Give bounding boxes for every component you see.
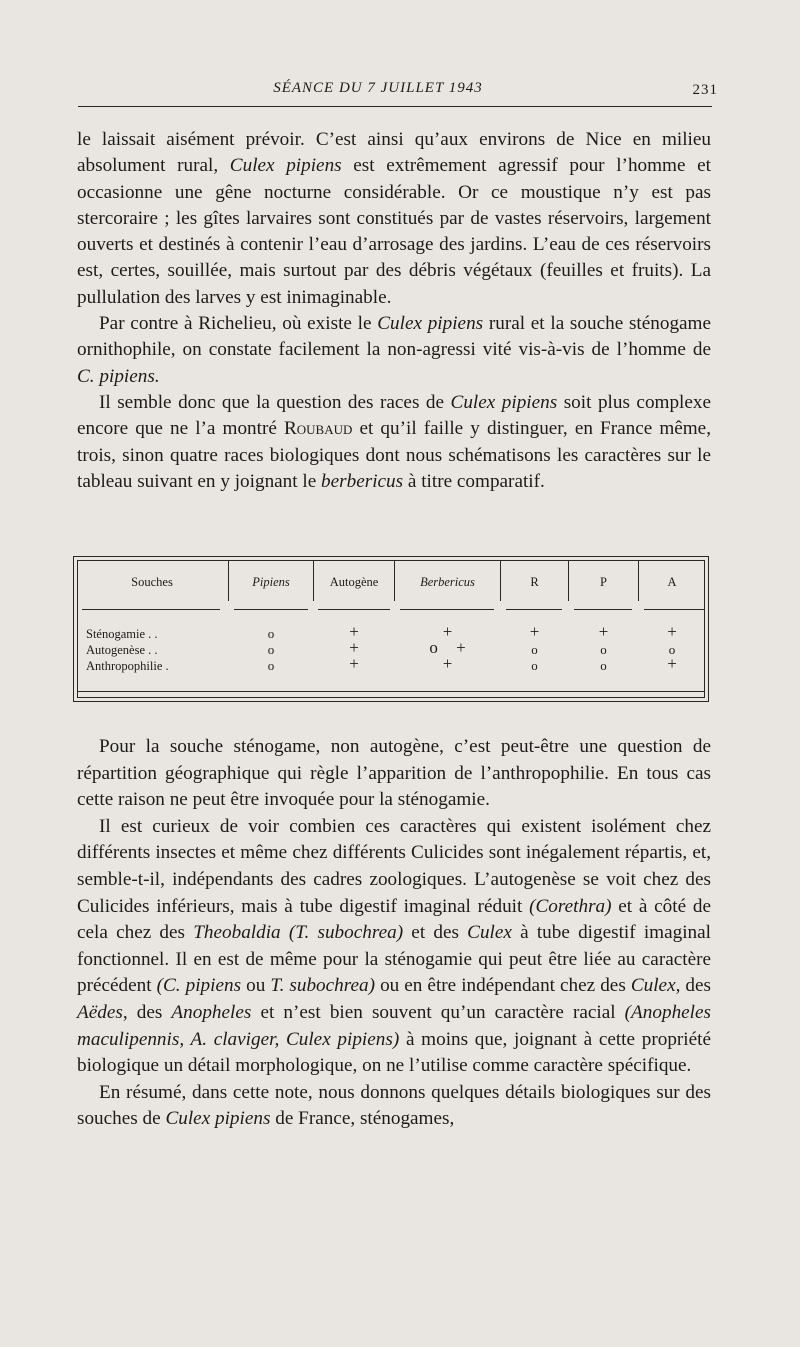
text-run: à moins que, joignant à cette propriété biologique un détail morphologique, on ne l’utilise comme caractère spécifique. bbox=[77, 1028, 711, 1077]
table-cell: o bbox=[600, 658, 607, 673]
text-run: Par contre à Richelieu, où existe le bbox=[99, 313, 378, 335]
column-header-p: P bbox=[600, 575, 607, 589]
text-run: est extrêmement agressif pour l’homme et occasionne une gêne nocturne considérable. Or ce moustique n’y est pas stercoraire ; les gîtes larvaires sont constitués par de vastes réservoirs, largement ouverts et destinés à contenir l’eau d’arrosage des jardins. L’eau de ces réservoirs est, certes, souillée, mais surtout par des débris végétaux (feuilles et fruits). La pullulation des larves y est inimaginable. bbox=[77, 155, 711, 308]
text-run: ou en être indépendant chez des bbox=[375, 975, 631, 997]
header-underline bbox=[82, 609, 220, 610]
author-name: Roubaud bbox=[283, 418, 353, 440]
italic-text: Culex pipiens bbox=[165, 1108, 271, 1130]
table-cell: o bbox=[267, 626, 275, 641]
italic-text: berbericus bbox=[321, 470, 404, 492]
paragraph bbox=[77, 390, 711, 495]
table-cell: o + bbox=[429, 638, 466, 657]
table-cell: o bbox=[668, 642, 676, 657]
body-text-bottom bbox=[77, 734, 711, 1133]
header-underline bbox=[318, 609, 390, 610]
page-header bbox=[78, 78, 718, 102]
text-run: et qu’il faille y distinguer, en France même, trois, sinon quatre races biologiques dont nous schématisons les caractères sur le tableau suivant en y joignant le bbox=[77, 418, 711, 492]
paragraph bbox=[77, 814, 711, 1080]
text-run: En résumé, dans cette note, nous donnons quelques détails biologiques sur des souches de bbox=[77, 1081, 711, 1130]
italic-text: Culex pipiens bbox=[450, 391, 558, 413]
paragraph bbox=[77, 311, 711, 390]
italic-text: Aëdes bbox=[77, 1001, 123, 1023]
text-run: Pour la souche sténogame, non autogène, c’est peut-être une question de répartition géographique qui règle l’apparition de l’anthropophilie. En tous cas cette raison ne peut être invoquée pour la sténogamie. bbox=[77, 736, 711, 811]
text-run: Il semble donc que la question des races de bbox=[99, 391, 451, 413]
italic-text: (Anopheles maculipennis, A. claviger, Culex pipiens) bbox=[77, 1001, 711, 1050]
table-footer-rule bbox=[77, 691, 705, 692]
italic-text: Anopheles bbox=[171, 1001, 252, 1023]
table-cell: + bbox=[667, 622, 677, 641]
text-run: rural et la souche sténogame ornithophile, on constate facilement la non-agressi vité vis-à-vis de l’homme de bbox=[77, 313, 711, 361]
text-run: et n’est bien souvent qu’un caractère racial bbox=[251, 1001, 625, 1023]
italic-text: Culex pipiens bbox=[229, 155, 342, 177]
text-run: soit plus complexe encore que ne l’a montré bbox=[77, 391, 712, 440]
italic-text: Culex bbox=[630, 975, 676, 997]
italic-text: Culex pipiens bbox=[377, 313, 484, 335]
table-cell: o bbox=[267, 642, 275, 657]
paragraph bbox=[77, 127, 711, 311]
italic-text: C. pipiens. bbox=[77, 365, 160, 387]
table-cell: o bbox=[531, 658, 538, 673]
races-comparison-table bbox=[73, 556, 709, 702]
row-label-autogenese: Autogenèse . . bbox=[86, 643, 158, 657]
column-header-pipiens: Pipiens bbox=[252, 575, 290, 589]
row-label-stenogamie: Sténogamie . . bbox=[86, 627, 158, 641]
text-run: le laissait aisément prévoir. C’est ainsi qu’aux environs de Nice en milieu absolument rural, bbox=[77, 129, 711, 177]
table-cell: + bbox=[442, 622, 453, 641]
table-cell: o bbox=[600, 642, 607, 657]
text-run: ou bbox=[241, 975, 271, 997]
header-underline bbox=[400, 609, 494, 610]
text-run: à titre comparatif. bbox=[403, 470, 545, 492]
page-number: 231 bbox=[692, 82, 718, 98]
italic-text: (Corethra) bbox=[529, 895, 612, 917]
table-cell: + bbox=[442, 654, 453, 673]
table-cell: + bbox=[598, 622, 609, 641]
header-rule bbox=[78, 106, 712, 107]
text-run: et des bbox=[403, 922, 468, 944]
column-header-r: R bbox=[530, 575, 539, 589]
table-cell: + bbox=[667, 654, 677, 673]
table-cell: + bbox=[349, 638, 359, 657]
header-underline bbox=[574, 609, 632, 610]
table-cell: o bbox=[267, 658, 275, 673]
table-cell: o bbox=[531, 642, 538, 657]
italic-text: Culex bbox=[467, 922, 512, 944]
table-cell: + bbox=[529, 622, 540, 641]
italic-text: Theobaldia (T. subochrea) bbox=[193, 922, 404, 944]
column-header-souches: Souches bbox=[131, 575, 173, 589]
paragraph bbox=[77, 734, 711, 814]
header-underline bbox=[234, 609, 308, 610]
header-underline bbox=[506, 609, 562, 610]
italic-text: (C. pipiens bbox=[156, 975, 242, 997]
column-header-a: A bbox=[667, 575, 677, 589]
header-underline bbox=[644, 609, 704, 610]
body-text-top bbox=[77, 127, 711, 495]
italic-text: T. subochrea) bbox=[270, 975, 376, 997]
table-cell: + bbox=[349, 654, 359, 673]
text-run: et à côté de cela chez des bbox=[77, 895, 711, 944]
text-run: , des bbox=[122, 1001, 172, 1023]
running-title: SÉANCE DU 7 JUILLET 1943 bbox=[273, 80, 483, 96]
text-run: , des bbox=[675, 975, 712, 997]
text-run: à tube digestif imaginal fonctionnel. Il en est de même pour la sténogamie qui peut être liée au caractère précédent bbox=[77, 922, 711, 997]
column-header-berbericus: Berbericus bbox=[420, 575, 475, 589]
text-run: de France, sténogames, bbox=[270, 1108, 455, 1130]
text-run: Il est curieux de voir combien ces caractères qui existent isolément chez différents insectes et même chez différents Culicides sont inégalement répartis, et, semble-t-il, indépendants des cadres zoologiques. L’autogenèse se voit chez des Culicides inférieurs, mais à tube digestif imaginal réduit bbox=[77, 815, 711, 917]
column-header-autogene: Autogène bbox=[329, 575, 379, 589]
row-label-anthropophilie: Anthropophilie . bbox=[86, 659, 169, 673]
table-cell: + bbox=[349, 622, 359, 641]
paragraph bbox=[77, 1080, 711, 1133]
